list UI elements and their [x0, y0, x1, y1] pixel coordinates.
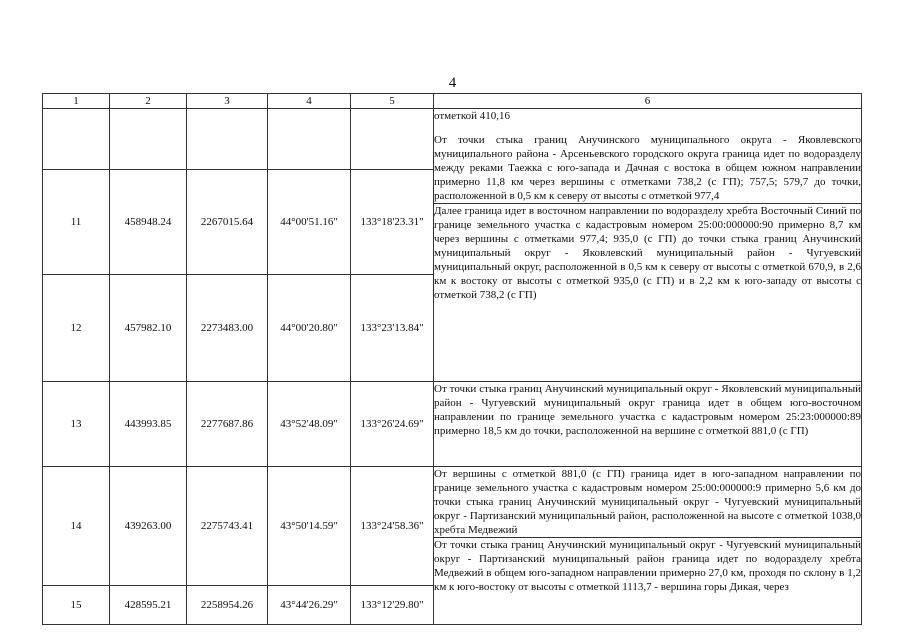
coord-x: 443993.85 [110, 382, 187, 467]
column-header: 5 [351, 94, 434, 109]
description-text: отметкой 410,16 [434, 110, 510, 122]
point-number: 13 [43, 382, 110, 467]
coord-y: 2258954.26 [187, 586, 268, 625]
latitude: 43°52'48.09" [268, 382, 351, 467]
coord-x: 439263.00 [110, 467, 187, 586]
column-header: 2 [110, 94, 187, 109]
description-text: От точки стыка границ Анучинский муниципальный округ - Чугуевский муниципальный округ - Партизанский муниципальный район граница идет по водоразделу хребта Медвежий в общем юго-западном направлении примерно 27,0 км, проходя по склону в 1,2 км к юго-востоку от высоты с отметкой 1113,7 - вершина горы Дикая, через [434, 539, 861, 593]
description-cell [434, 382, 862, 467]
latitude: 44°00'51.16" [268, 170, 351, 275]
description-cell [434, 467, 862, 538]
longitude: 133°23'13.84" [351, 275, 434, 382]
boundary-table [42, 93, 862, 625]
description-cell [434, 109, 862, 204]
description-text: От точки стыка границ Анучинского муниципального округа - Яковлевского муниципального района - Арсеньевского городского округа граница идет по водоразделу между реками Таежка с юго-запада и Дачная с востока в общем южном направлении примерно 11,8 км через вершины с отметками 738,2 (с ГП); 757,5; 579,7 до точки, расположенной в 0,5 км к северу от высоты с отметкой 977,4 [434, 134, 861, 202]
table-row [43, 109, 862, 170]
page-number: 4 [448, 75, 457, 91]
coord-x: 457982.10 [110, 275, 187, 382]
latitude: 44°00'20.80" [268, 275, 351, 382]
description-cell [434, 538, 862, 625]
point-number: 15 [43, 586, 110, 625]
latitude: 43°50'14.59" [268, 467, 351, 586]
coord-y: 2275743.41 [187, 467, 268, 586]
column-header: 3 [187, 94, 268, 109]
longitude: 133°24'58.36" [351, 467, 434, 586]
description-cell [434, 204, 862, 382]
description-text: От вершины с отметкой 881,0 (с ГП) граница идет в юго-западном направлении по границе земельного участка с кадастровым номером 25:00:000000:9 примерно 5,6 км до точки стыка границ Анучинский муниципальный округ - Чугуевский муниципальный округ - Партизанский муниципальный район, расположенной на высоте с отметкой 1038,0 хребта Медвежий [434, 468, 861, 536]
description-text: От точки стыка границ Анучинский муниципальный округ - Яковлевский муниципальный район - Чугуевский муниципальный округ граница идет в общем юго-восточном направлении по границе земельного участка с кадастровым номером 25:23:000000:89 примерно 18,5 км до точки, расположенной на вершине с отметкой 881,0 (с ГП) [434, 383, 861, 437]
latitude: 43°44'26.29" [268, 586, 351, 625]
point-number: 14 [43, 467, 110, 586]
column-header: 4 [268, 94, 351, 109]
coord-y: 2267015.64 [187, 170, 268, 275]
coord-x: 428595.21 [110, 586, 187, 625]
table-row [43, 467, 862, 538]
longitude: 133°26'24.69" [351, 382, 434, 467]
table-header-row [43, 94, 862, 109]
coord-y: 2277687.86 [187, 382, 268, 467]
point-number: 12 [43, 275, 110, 382]
coord-x: 458948.24 [110, 170, 187, 275]
point-number: 11 [43, 170, 110, 275]
column-header: 6 [434, 94, 862, 109]
column-header: 1 [43, 94, 110, 109]
coord-y: 2273483.00 [187, 275, 268, 382]
description-text: Далее граница идет в восточном направлении по водоразделу хребта Восточный Синий по границе земельного участка с кадастровым номером 25:00:000000:90 примерно 8,7 км через вершины с отметками 977,4; 935,0 (с ГП) до точки стыка границ Анучинский муниципальный округ - Яковлевский муниципальный район - Чугуевский муниципальный округ, расположенной в 0,5 км к северу от высоты с отметкой 670,9, в 2,6 км к востоку от высоты с отметкой 935,0 (с ГП) и в 2,2 км к юго-западу от высоты с отметкой 738,2 (с ГП) [434, 205, 861, 301]
longitude: 133°12'29.80" [351, 586, 434, 625]
longitude: 133°18'23.31" [351, 170, 434, 275]
